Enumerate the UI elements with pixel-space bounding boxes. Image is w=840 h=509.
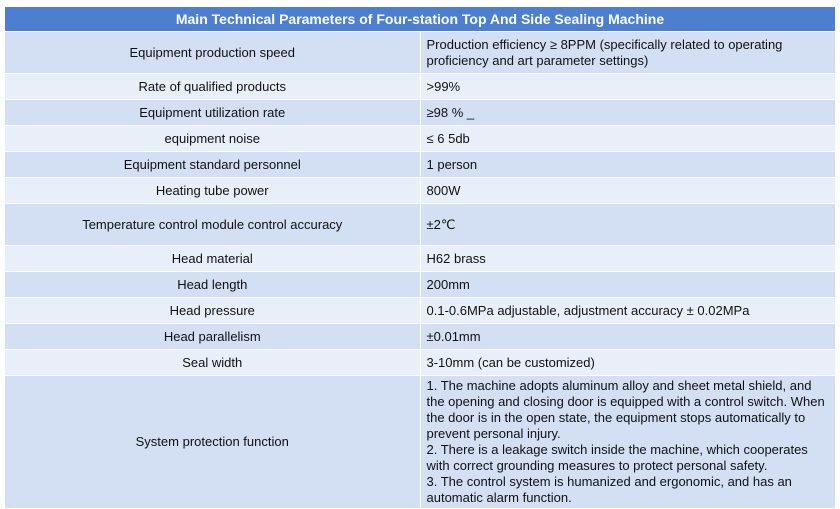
row-label: System protection function — [5, 376, 421, 509]
table-row — [5, 324, 836, 350]
table-row — [5, 178, 836, 204]
row-label: Equipment utilization rate — [5, 100, 421, 126]
protection-line-1: 1. The machine adopts aluminum alloy and sheet metal shield, and the opening and closing door is equipped with a control switch. When the door is in the open state, the equipment stops automatically to prevent personal injury. — [426, 378, 825, 441]
table-row — [5, 126, 836, 152]
row-value: 0.1-0.6MPa adjustable, adjustment accuracy ± 0.02MPa — [420, 298, 836, 324]
row-label: Head pressure — [5, 298, 421, 324]
table-row — [5, 350, 836, 376]
row-label: Rate of qualified products — [5, 74, 421, 100]
table-row — [5, 376, 836, 509]
row-value: ±0.01mm — [420, 324, 836, 350]
table-row — [5, 152, 836, 178]
table-title-row — [5, 7, 836, 32]
table-row — [5, 100, 836, 126]
table-row — [5, 74, 836, 100]
row-value: >99% — [420, 74, 836, 100]
row-value: ≤ 6 5db — [420, 126, 836, 152]
protection-line-2: 2. There is a leakage switch inside the machine, which cooperates with correct grounding measures to protect personal safety. — [426, 442, 808, 473]
table-row — [5, 272, 836, 298]
row-label: Head material — [5, 246, 421, 272]
row-value: 1 person — [420, 152, 836, 178]
row-value: ≥98 % _ — [420, 100, 836, 126]
table-row — [5, 246, 836, 272]
table-row — [5, 298, 836, 324]
row-value: ±2℃ — [420, 204, 836, 246]
row-label: equipment noise — [5, 126, 421, 152]
row-value: 3-10mm (can be customized) — [420, 350, 836, 376]
row-value: Production efficiency ≥ 8PPM (specifically related to operating proficiency and art parameter settings) — [420, 32, 836, 74]
row-value: 200mm — [420, 272, 836, 298]
row-label: Heating tube power — [5, 178, 421, 204]
row-value: H62 brass — [420, 246, 836, 272]
spec-table — [4, 6, 836, 509]
row-label: Head parallelism — [5, 324, 421, 350]
row-value: 800W — [420, 178, 836, 204]
spec-table-container — [4, 6, 836, 509]
row-label: Head length — [5, 272, 421, 298]
table-row — [5, 32, 836, 74]
row-label: Seal width — [5, 350, 421, 376]
row-label: Temperature control module control accuracy — [5, 204, 421, 246]
protection-line-3: 3. The control system is humanized and ergonomic, and has an automatic alarm function. — [426, 474, 792, 505]
row-value — [420, 376, 836, 509]
row-label: Equipment production speed — [5, 32, 421, 74]
table-title: Main Technical Parameters of Four-station Top And Side Sealing Machine — [5, 7, 836, 32]
row-label: Equipment standard personnel — [5, 152, 421, 178]
table-row — [5, 204, 836, 246]
